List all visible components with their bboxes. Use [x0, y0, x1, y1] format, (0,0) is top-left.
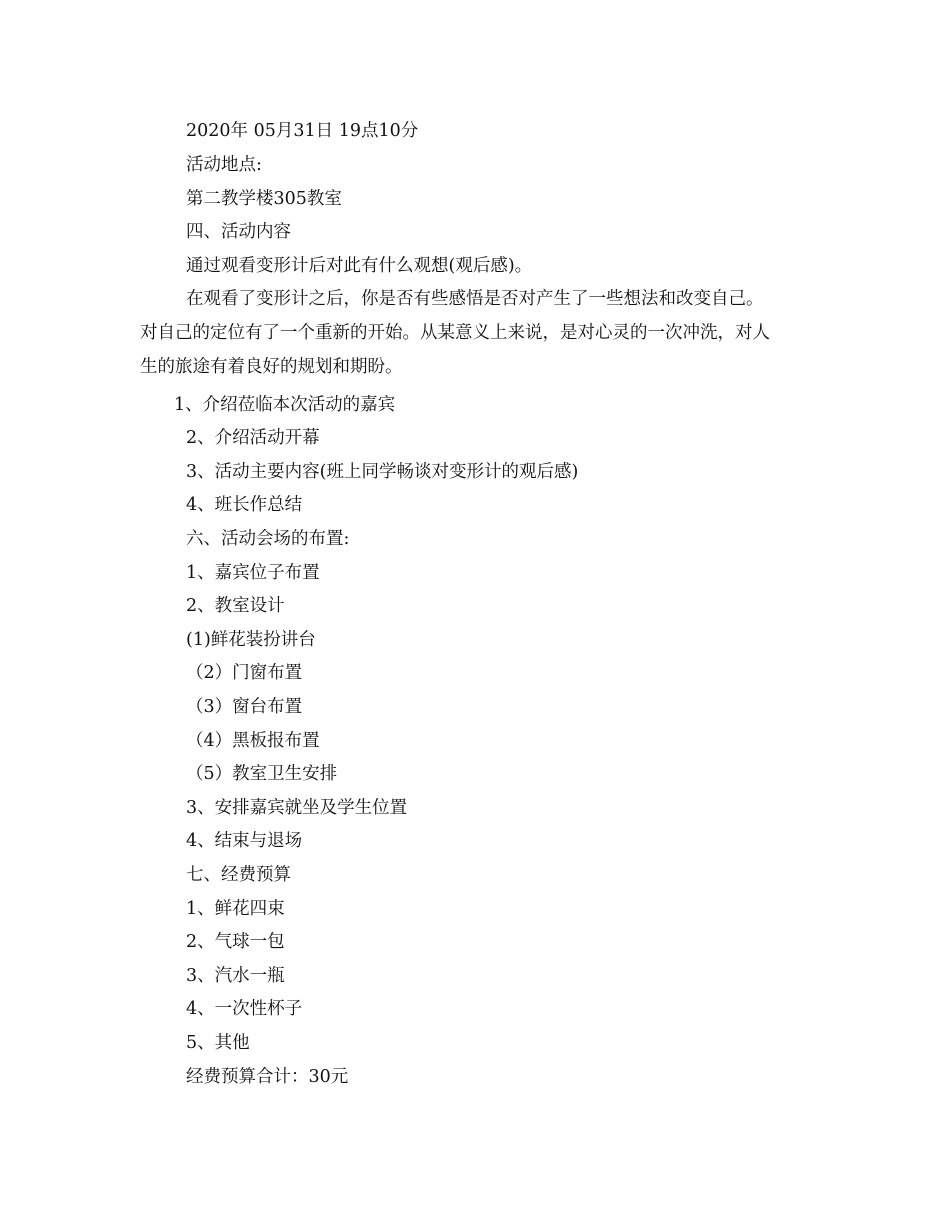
budget-item-4: 4、一次性杯子	[186, 999, 303, 1019]
section-heading-budget: 七、经费预算	[186, 865, 291, 885]
design-item-5: （5）教室卫生安排	[186, 764, 338, 784]
location-value: 第二教学楼305教室	[186, 189, 342, 209]
paragraph-line-3: 生的旅途有着良好的规划和期盼。	[140, 357, 403, 377]
budget-item-5: 5、其他	[186, 1033, 250, 1053]
section-heading-venue: 六、活动会场的布置:	[186, 529, 350, 549]
design-item-4: （4）黑板报布置	[186, 731, 320, 751]
budget-item-2: 2、气球一包	[186, 932, 285, 952]
venue-item-4: 4、结束与退场	[186, 831, 303, 851]
agenda-item-2: 2、介绍活动开幕	[186, 428, 320, 448]
agenda-item-4: 4、班长作总结	[186, 495, 303, 515]
content-intro: 通过观看变形计后对此有什么观想(观后感)。	[186, 256, 533, 276]
paragraph-line-2: 对自己的定位有了一个重新的开始。从某意义上来说，是对心灵的一次冲洗，对人	[140, 323, 770, 343]
agenda-item-1: 1、介绍莅临本次活动的嘉宾	[174, 395, 396, 415]
venue-item-2: 2、教室设计	[186, 596, 285, 616]
venue-item-1: 1、嘉宾位子布置	[186, 563, 320, 583]
budget-item-3: 3、汽水一瓶	[186, 966, 285, 986]
venue-item-3: 3、安排嘉宾就坐及学生位置	[186, 798, 408, 818]
design-item-1: (1)鲜花装扮讲台	[186, 630, 316, 650]
location-label: 活动地点:	[186, 155, 262, 175]
budget-total: 经费预算合计：30元	[186, 1067, 349, 1087]
design-item-2: （2）门窗布置	[186, 663, 303, 683]
section-heading-content: 四、活动内容	[186, 222, 291, 242]
design-item-3: （3）窗台布置	[186, 697, 303, 717]
paragraph-line-1: 在观看了变形计之后，你是否有些感悟是否对产生了一些想法和改变自己。	[186, 289, 764, 309]
budget-item-1: 1、鲜花四束	[186, 899, 285, 919]
agenda-item-3: 3、活动主要内容(班上同学畅谈对变形计的观后感)	[186, 462, 579, 482]
datetime-line: 2020年 05月31日 19点10分	[186, 121, 419, 141]
